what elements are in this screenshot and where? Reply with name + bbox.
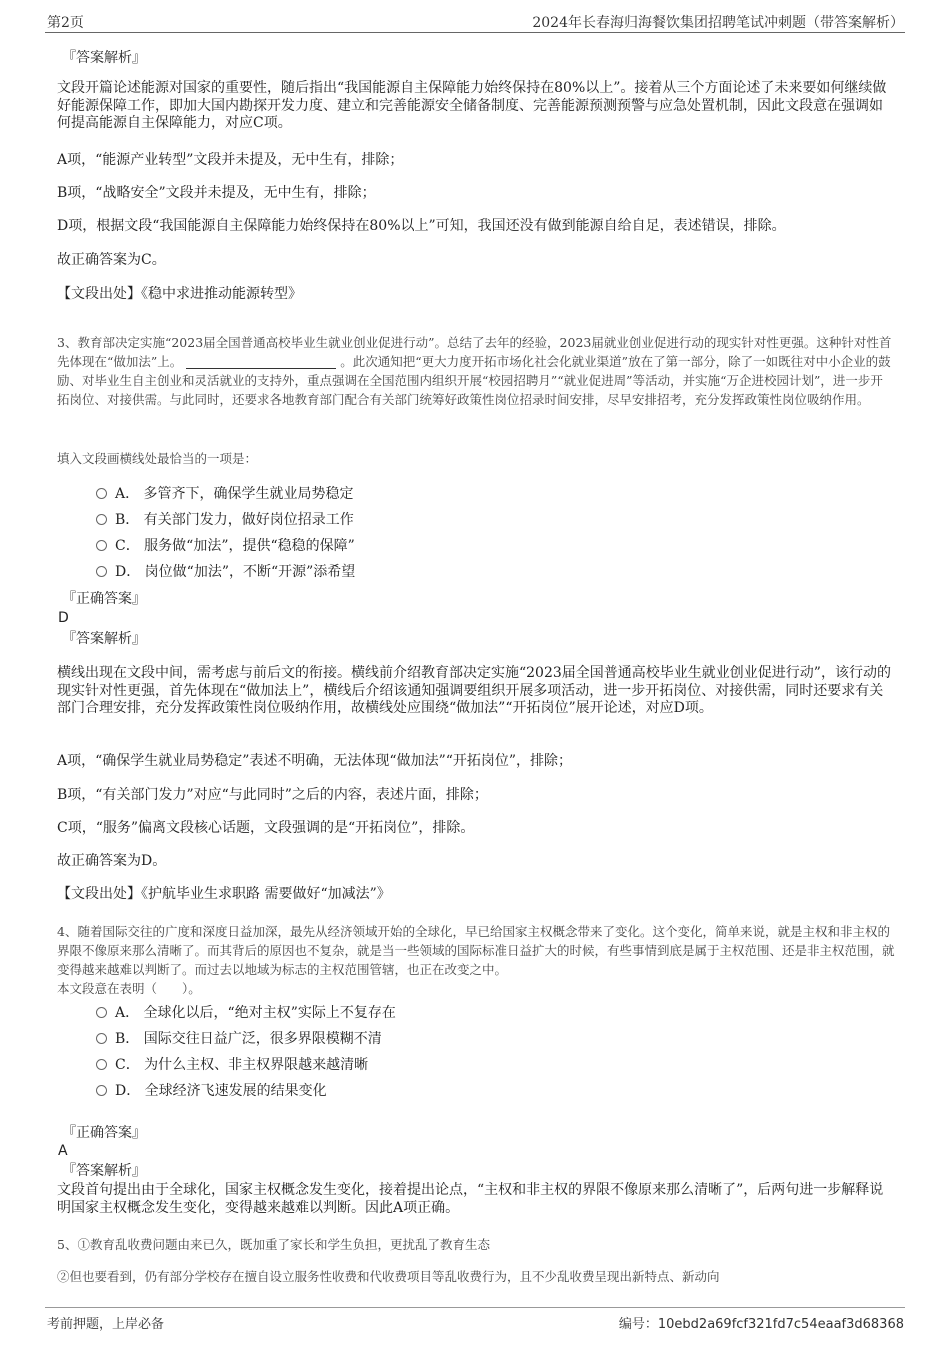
q3-stem-after: 。此次通知把“更大力度开拓市场化社会化就业渠道”放在了第一部分，除了一如既往对中小企业的鼓励、对毕业生自主创业和灵活就业的支持外，重点强调在全国范围内组织开展“校园招聘月”“就业促进周”等活动，并实施“万企进校园计划”，进一步开拓岗位、对接供需。与此同时，还要求各地教育部门配合有关部门统筹好政策性岗位招录时间安排，尽早安排招考，充分发挥政策性岗位吸纳作用。 [57, 354, 891, 407]
q5-line-1: 5、①教育乱收费问题由来已久，既加重了家长和学生负担，更扰乱了教育生态 [57, 1237, 490, 1252]
q4-answer: A [58, 1143, 68, 1159]
q3-option-b[interactable]: B． 有关部门发力，做好岗位招录工作 [96, 511, 354, 529]
q4-analysis-label: 『答案解析』 [62, 1163, 146, 1179]
q3-option-c-explanation: C项，“服务”偏离文段核心话题，文段强调的是“开拓岗位”，排除。 [57, 820, 475, 836]
q3-option-b-explanation: B项，“有关部门发力”对应“与此同时”之后的内容，表述片面，排除； [57, 787, 488, 803]
q4-option-a[interactable]: A． 全球化以后，“绝对主权”实际上不复存在 [96, 1004, 396, 1022]
footer-code [619, 1313, 904, 1332]
q4-option-c[interactable]: C． 为什么主权、非主权界限越来越清晰 [96, 1056, 368, 1074]
q3-answer: D [58, 610, 69, 626]
q4-option-b[interactable]: B． 国际交往日益广泛，很多界限模糊不清 [96, 1030, 382, 1048]
q4-option-d[interactable]: D． 全球经济飞速发展的结果变化 [96, 1082, 327, 1100]
footer-slogan: 考前押题，上岸必备 [47, 1317, 165, 1332]
q4-analysis-text: 文段首句提出由于全球化，国家主权概念发生变化，接着提出论点，“主权和非主权的界限不像原来那么清晰了”，后两句进一步解释说明国家主权概念发生变化，变得越来越难以判断。因此A项正确。 [57, 1182, 884, 1216]
q4-answer-label: 『正确答案』 [62, 1125, 146, 1141]
q3-stem [57, 333, 895, 409]
q2-analysis-text: 文段开篇论述能源对国家的重要性，随后指出“我国能源自主保障能力始终保持在80%以上”。接着从三个方面论述了未来要如何继续做好能源保障工作，即加大国内勘探开发力度、建立和完善能源安全储备制度、完善能源预测预警与应急处置机制，因此文段意在强调如何提高能源自主保障能力，对应C项。 [57, 80, 887, 131]
page-number: 第2页 [47, 15, 84, 31]
q2-option-a-explanation: A项，“能源产业转型”文段并未提及，无中生有，排除； [57, 152, 404, 168]
q3-stem-before: 3、教育部决定实施“2023届全国普通高校毕业生就业创业促进行动”。总结了去年的经验，2023届就业创业促进行动的现实针对性更强。这种针对性首先体现在“做加法”上。 [57, 335, 892, 369]
q3-analysis-text: 横线出现在文段中间，需考虑与前后文的衔接。横线前介绍教育部决定实施“2023届全国普通高校毕业生就业创业促进行动”，该行动的现实针对性更强，首先体现在“做加法上”，横线后介绍该通知强调要组织开展多项活动，进一步开拓岗位、对接供需，同时还要求有关部门合理安排，充分发挥政策性岗位吸纳作用，故横线处应围绕“做加法”“开拓岗位”展开论述，对应D项。 [57, 665, 891, 716]
q2-option-b-explanation: B项，“战略安全”文段并未提及，无中生有，排除； [57, 185, 376, 201]
q3-source: 【文段出处】《护航毕业生求职路 需要做好“加减法”》 [57, 886, 391, 902]
footer-code-value: 10ebd2a69fcf321fd7c54eaaf3d68368 [657, 1317, 904, 1332]
radio-icon[interactable] [96, 1033, 107, 1044]
footer-divider [45, 1307, 905, 1308]
q3-option-c[interactable]: C． 服务做“加法”，提供“稳稳的保障” [96, 537, 355, 555]
q3-analysis-label: 『答案解析』 [62, 631, 146, 647]
radio-icon[interactable] [96, 514, 107, 525]
q3-option-a-explanation: A项，“确保学生就业局势稳定”表述不明确，无法体现“做加法”“开拓岗位”，排除； [57, 753, 573, 769]
q3-option-d[interactable]: D． 岗位做“加法”，不断“开源”添希望 [96, 563, 355, 581]
radio-icon[interactable] [96, 1059, 107, 1070]
q5-line-2: ②但也要看到，仍有部分学校存在擅自设立服务性收费和代收费项目等乱收费行为，且不少乱收费呈现出新特点、新动向 [57, 1269, 720, 1284]
document-title: 2024年长春海归海餐饮集团招聘笔试冲刺题（带答案解析） [532, 15, 904, 31]
q3-option-a[interactable]: A． 多管齐下，确保学生就业局势稳定 [96, 485, 354, 503]
q3-answer-label: 『正确答案』 [62, 591, 146, 607]
radio-icon[interactable] [96, 1007, 107, 1018]
q2-option-d-explanation: D项，根据文段“我国能源自主保障能力始终保持在80%以上”可知，我国还没有做到能源自给自足，表述错误，排除。 [57, 218, 786, 234]
footer-code-label: 编号： [618, 1317, 658, 1332]
q4-stem: 4、随着国际交往的广度和深度日益加深，最先从经济领域开始的全球化，早已给国家主权概念带来了变化。这个变化，简单来说，就是主权和非主权的界限不像原来那么清晰了。而其背后的原因也不复杂，就是当一些领域的国际标准日益扩大的时候，有些事情到底是属于主权范围、还是非主权范围，就变得越来越难以判断了。而过去以地域为标志的主权范围管辖，也正在改变之中。 [57, 924, 895, 977]
q3-prompt: 填入文段画横线处最恰当的一项是： [57, 451, 258, 466]
q4-prompt: 本文段意在表明（ ）。 [57, 981, 201, 996]
header-divider [45, 32, 905, 33]
radio-icon[interactable] [96, 1085, 107, 1096]
fill-blank-line [186, 356, 336, 369]
q2-source: 【文段出处】《稳中求进推动能源转型》 [57, 286, 302, 302]
q2-analysis-label: 『答案解析』 [62, 50, 146, 66]
q3-conclusion: 故正确答案为D。 [57, 853, 167, 869]
q2-conclusion: 故正确答案为C。 [57, 252, 166, 268]
radio-icon[interactable] [96, 540, 107, 551]
radio-icon[interactable] [96, 566, 107, 577]
radio-icon[interactable] [96, 488, 107, 499]
